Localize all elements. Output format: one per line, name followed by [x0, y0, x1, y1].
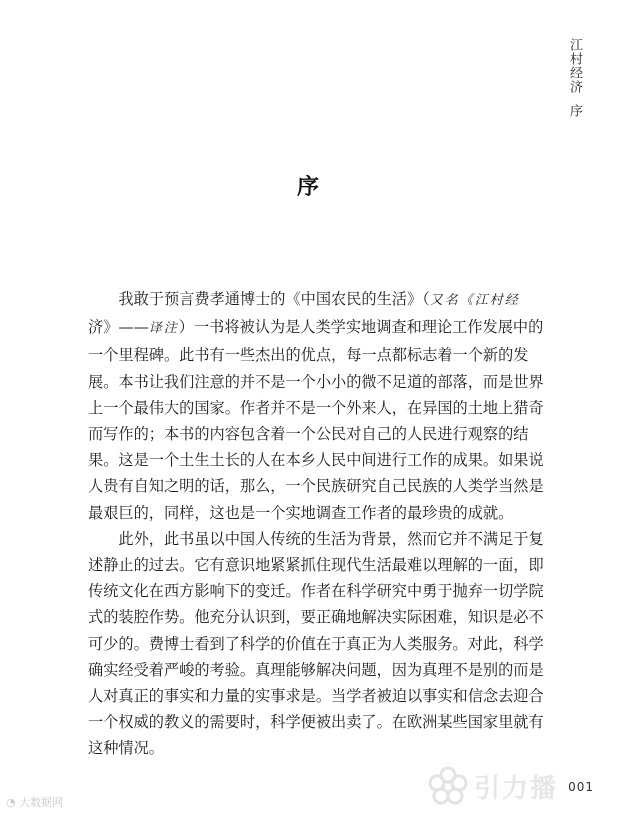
- header-section: 序: [567, 104, 582, 118]
- text-line: 而写作的；本书的内容包含着一个公民对自己的人民进行观察的结: [88, 425, 529, 444]
- paragraph-1: [88, 286, 544, 526]
- watermark-left: [6, 794, 63, 810]
- flower-logo-icon: [428, 766, 468, 806]
- watermark-right-text: 引力播: [474, 773, 559, 804]
- text-line: 果。这是一个土生土长的人在本乡人民中间进行工作的成果。如果说: [88, 451, 544, 470]
- body-text: [88, 286, 544, 762]
- text-line: 人贵有自知之明的话，那么，一个民族研究自己民族的人类学当然是: [88, 477, 544, 496]
- text-line: 济》——译注）一书将被认为是人类学实地调查和理论工作发展中的: [88, 318, 544, 337]
- text-line: 最艰巨的，同样，这也是一个实地调查工作者的最珍贵的成就。: [88, 503, 514, 522]
- text-line: 此外，此书虽以中国人传统的生活为背景，然而它并不满足于复: [118, 529, 544, 548]
- text-line: 人对真正的事实和力量的实事求是。当学者被迫以事实和信念去迎合: [88, 687, 544, 706]
- text-line: 确实经受着严峻的考验。真理能够解决问题，因为真理不是别的而是: [88, 660, 544, 679]
- watermark-icon: ◔: [6, 796, 16, 809]
- text-line: 述静止的过去。它有意识地紧紧抓住现代生活最难以理解的一面，即: [88, 556, 544, 575]
- text-line: 一个里程碑。此书有一些杰出的优点，每一点都标志着一个新的发: [88, 346, 529, 365]
- text-line: 展。本书让我们注意的并不是一个小小的微不足道的部落，而是世界: [88, 372, 544, 391]
- translator-note-label: 译注: [148, 321, 179, 337]
- text-line: 上一个最伟大的国家。作者并不是一个外来人，在异国的土地上猎奇: [88, 398, 544, 417]
- header-book-title: 江村经济: [567, 38, 582, 94]
- text-line: 式的装腔作势。他充分认识到，要正确地解决实际困难，知识是必不: [88, 608, 544, 627]
- text-line: 可少的。费博士看到了科学的价值在于真正为人类服务。对此，科学: [88, 634, 544, 653]
- running-header: [566, 38, 582, 118]
- watermark-left-text: 大数据网: [19, 796, 64, 809]
- text-line: 传统文化在西方影响下的变迁。作者在科学研究中勇于抛弃一切学院: [88, 582, 544, 601]
- translator-note: 又名《江村经: [429, 293, 520, 308]
- text-line: 一个权威的教义的需要时，科学便被出卖了。在欧洲某些国家里就有: [88, 713, 544, 732]
- paragraph-2: [88, 526, 544, 762]
- watermark-right: [428, 764, 578, 808]
- text-line: 我敢于预言费孝通博士的《中国农民的生活》（又名《江村经: [118, 290, 520, 308]
- text-line: 这种情况。: [88, 739, 164, 758]
- chapter-title: 序: [296, 174, 321, 200]
- page-number: 001: [568, 780, 594, 794]
